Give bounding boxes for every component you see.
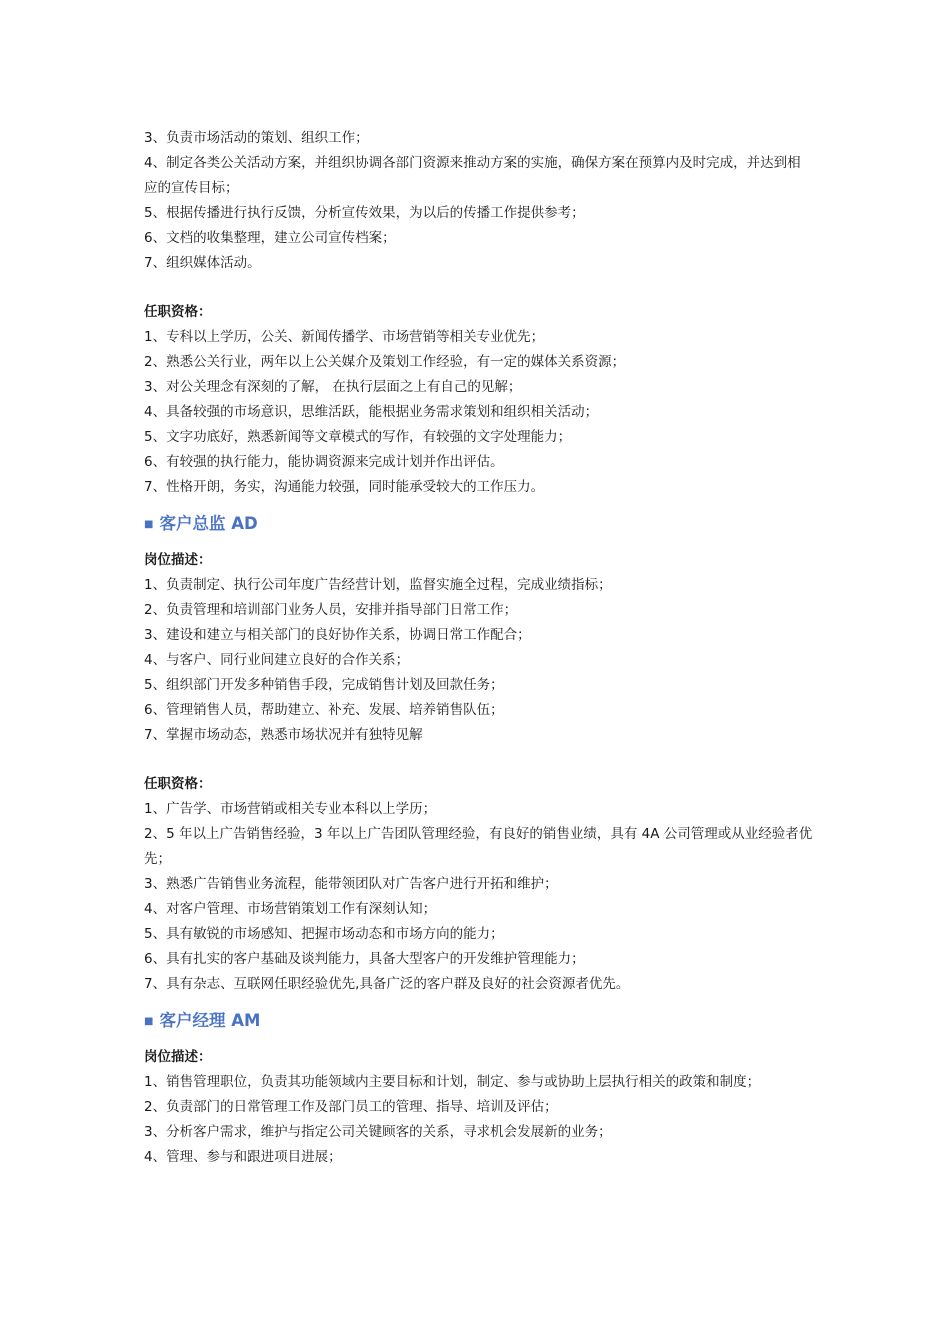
- list-item: 4、与客户、同行业间建立良好的合作关系；: [144, 652, 410, 668]
- qualifications-label: 任职资格：: [144, 776, 212, 792]
- list-item: 7、掌握市场动态，熟悉市场状况并有独特见解: [144, 727, 423, 743]
- list-item: 3、负责市场活动的策划、组织工作；: [144, 130, 369, 146]
- list-item: 4、管理、参与和跟进项目进展；: [144, 1149, 342, 1165]
- list-item: 4、对客户管理、市场营销策划工作有深刻认知；: [144, 901, 437, 917]
- section-heading-am: [144, 1008, 814, 1036]
- list-item: 1、广告学、市场营销或相关专业本科以上学历；: [144, 801, 437, 817]
- list-item: 7、组织媒体活动。: [144, 255, 261, 271]
- list-item: 6、有较强的执行能力，能协调资源来完成计划并作出评估。: [144, 454, 504, 470]
- list-item: 5、根据传播进行执行反馈，分析宣传效果，为以后的传播工作提供参考；: [144, 205, 585, 221]
- list-item: 3、对公关理念有深刻的了解， 在执行层面之上有自己的见解；: [144, 379, 522, 395]
- section-am-description: [144, 1045, 814, 1170]
- list-item: 7、具有杂志、互联网任职经验优先,具备广泛的客户群及良好的社会资源者优先。: [144, 976, 630, 992]
- description-label: 岗位描述：: [144, 1049, 212, 1065]
- list-item: 6、文档的收集整理，建立公司宣传档案；: [144, 230, 396, 246]
- list-item: 1、专科以上学历，公关、新闻传播学、市场营销等相关专业优先；: [144, 329, 545, 345]
- list-item: 3、分析客户需求，维护与指定公司关键顾客的关系，寻求机会发展新的业务；: [144, 1124, 612, 1140]
- description-label: 岗位描述：: [144, 552, 212, 568]
- qualifications-label: 任职资格：: [144, 304, 212, 320]
- square-bullet-icon: ■: [144, 1016, 154, 1027]
- list-item: 6、管理销售人员，帮助建立、补充、发展、培养销售队伍；: [144, 702, 504, 718]
- list-item: 3、建设和建立与相关部门的良好协作关系，协调日常工作配合；: [144, 627, 531, 643]
- list-item: 5、具有敏锐的市场感知、把握市场动态和市场方向的能力；: [144, 926, 504, 942]
- list-item: 7、性格开朗，务实，沟通能力较强，同时能承受较大的工作压力。: [144, 479, 545, 495]
- list-item: 6、具有扎实的客户基础及谈判能力，具备大型客户的开发维护管理能力；: [144, 951, 585, 967]
- list-item: 2、负责管理和培训部门业务人员，安排并指导部门日常工作；: [144, 602, 518, 618]
- list-item: 1、负责制定、执行公司年度广告经营计划，监督实施全过程，完成业绩指标；: [144, 577, 612, 593]
- square-bullet-icon: ■: [144, 519, 154, 530]
- list-item: 4、制定各类公关活动方案，并组织协调各部门资源来推动方案的实施，确保方案在预算内及时完成，并达到相应的宣传目标；: [144, 155, 801, 196]
- list-item: 3、熟悉广告销售业务流程，能带领团队对广告客户进行开拓和维护；: [144, 876, 558, 892]
- section-ad-description: [144, 548, 814, 748]
- list-item: 1、销售管理职位，负责其功能领域内主要目标和计划，制定、参与或协助上层执行相关的政策和制度；: [144, 1074, 761, 1090]
- section-ad-qualifications: [144, 772, 814, 997]
- heading-text: 客户总监 AD: [159, 514, 258, 533]
- section-pr-qualifications: [144, 300, 814, 500]
- list-item: 2、5 年以上广告销售经验，3 年以上广告团队管理经验，有良好的销售业绩，具有 4A 公司管理或从业经验者优先；: [144, 826, 813, 867]
- list-item: 5、组织部门开发多种销售手段，完成销售计划及回款任务；: [144, 677, 504, 693]
- list-item: 2、熟悉公关行业，两年以上公关媒介及策划工作经验，有一定的媒体关系资源；: [144, 354, 626, 370]
- section-heading-ad: [144, 511, 814, 539]
- list-item: 4、具备较强的市场意识，思维活跃，能根据业务需求策划和组织相关活动；: [144, 404, 599, 420]
- section-pr-duties: [144, 126, 814, 276]
- heading-text: 客户经理 AM: [159, 1011, 261, 1030]
- list-item: 2、负责部门的日常管理工作及部门员工的管理、指导、培训及评估；: [144, 1099, 558, 1115]
- list-item: 5、文字功底好，熟悉新闻等文章模式的写作，有较强的文字处理能力；: [144, 429, 572, 445]
- document-page: [144, 126, 814, 1170]
